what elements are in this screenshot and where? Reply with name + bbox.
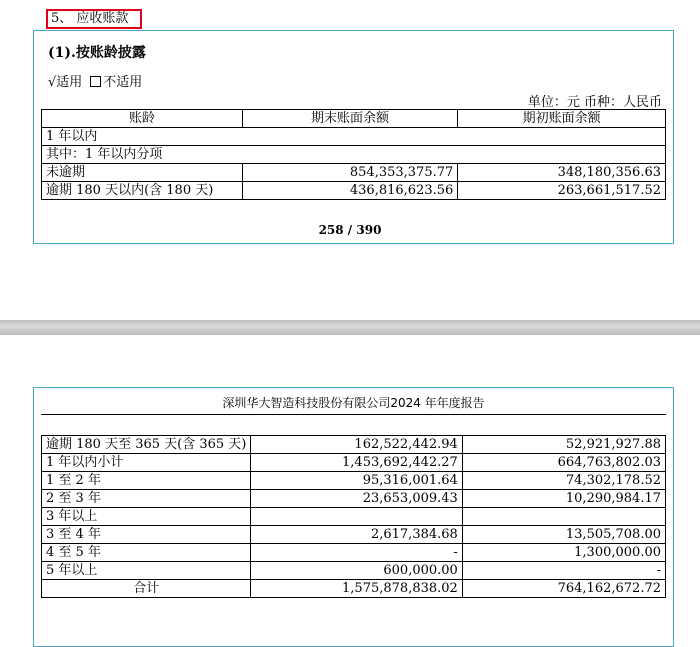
opening-value: 52,921,927.88	[462, 436, 665, 454]
opening-value: 1,300,000.00	[462, 544, 665, 562]
closing-value: 1,453,692,442.27	[251, 454, 462, 472]
section-title: 5、 应收账款	[46, 9, 142, 29]
opening-value: 664,763,802.03	[462, 454, 665, 472]
row-label: 3 年以上	[42, 508, 251, 526]
opening-value: 13,505,708.00	[462, 526, 665, 544]
table-row	[42, 544, 666, 562]
table-header-row	[42, 110, 666, 128]
table-row	[42, 490, 666, 508]
aging-table-lower	[41, 435, 666, 598]
aging-table-upper	[41, 109, 666, 200]
opening-value: -	[462, 562, 665, 580]
row-label: 逾期 180 天至 365 天(含 365 天)	[42, 436, 251, 454]
total-row	[42, 580, 666, 598]
table-row	[42, 436, 666, 454]
row-label: 2 至 3 年	[42, 490, 251, 508]
table-row	[42, 472, 666, 490]
closing-value: -	[251, 544, 462, 562]
header-aging: 账龄	[42, 110, 243, 128]
row-label: 1 至 2 年	[42, 472, 251, 490]
checkbox-icon	[90, 76, 101, 87]
row-label: 5 年以上	[42, 562, 251, 580]
unit-currency-line: 单位：元 币种：人民币	[527, 95, 662, 110]
table-row	[42, 146, 666, 164]
table-row	[42, 454, 666, 472]
applicable-label: √适用	[48, 75, 83, 90]
header-divider	[41, 414, 666, 415]
subsection-title: (1).按账龄披露	[48, 45, 146, 61]
header-closing-balance: 期末账面余额	[242, 110, 458, 128]
closing-value: 854,353,375.77	[242, 164, 458, 182]
opening-value: 263,661,517.52	[458, 182, 666, 200]
row-label: 未逾期	[42, 164, 243, 182]
page-separator	[0, 320, 700, 335]
row-label: 逾期 180 天以内(含 180 天)	[42, 182, 243, 200]
table-row	[42, 128, 666, 146]
table-row	[42, 164, 666, 182]
closing-value: 600,000.00	[251, 562, 462, 580]
report-header: 深圳华大智造科技股份有限公司2024 年年度报告	[222, 396, 485, 410]
table-row	[42, 508, 666, 526]
closing-value: 23,653,009.43	[251, 490, 462, 508]
opening-value: 74,302,178.52	[462, 472, 665, 490]
closing-value: 95,316,001.64	[251, 472, 462, 490]
table-row	[42, 526, 666, 544]
closing-total: 1,575,878,838.02	[251, 580, 462, 598]
applicability-options	[48, 71, 142, 90]
closing-value: 162,522,442.94	[251, 436, 462, 454]
row-label: 3 至 4 年	[42, 526, 251, 544]
row-label: 1 年以内	[42, 128, 666, 146]
table-row	[42, 182, 666, 200]
opening-value: 10,290,984.17	[462, 490, 665, 508]
page-number: 258 / 390	[318, 223, 382, 237]
row-label: 4 至 5 年	[42, 544, 251, 562]
not-applicable-label: 不适用	[103, 75, 143, 90]
opening-total: 764,162,672.72	[462, 580, 665, 598]
row-label: 其中：1 年以内分项	[42, 146, 666, 164]
row-label: 1 年以内小计	[42, 454, 251, 472]
closing-value	[251, 508, 462, 526]
closing-value: 2,617,384.68	[251, 526, 462, 544]
header-opening-balance: 期初账面余额	[458, 110, 666, 128]
closing-value: 436,816,623.56	[242, 182, 458, 200]
total-label: 合计	[42, 580, 251, 598]
table-row	[42, 562, 666, 580]
opening-value	[462, 508, 665, 526]
opening-value: 348,180,356.63	[458, 164, 666, 182]
